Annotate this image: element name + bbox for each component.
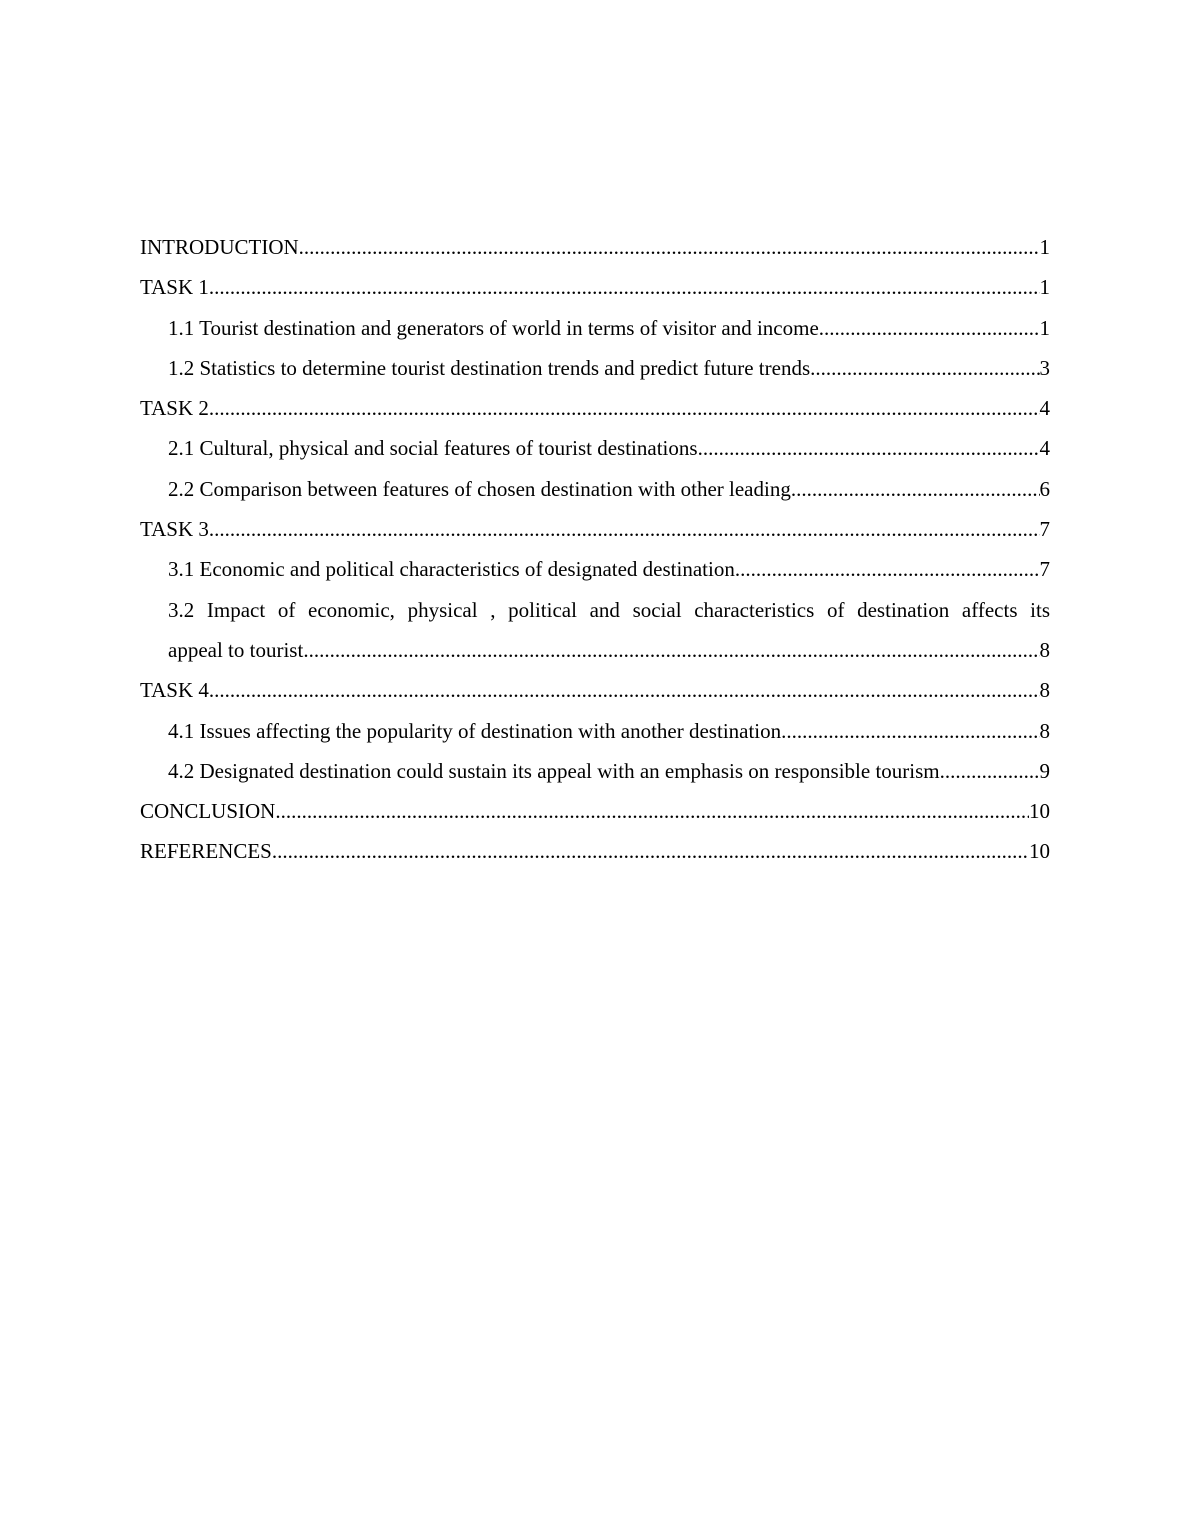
toc-entry-1-1[interactable] [140, 308, 1050, 348]
toc-entry-page: 1 [1039, 275, 1050, 300]
toc-entry-page: 10 [1029, 799, 1050, 824]
toc-dot-leader [810, 348, 1039, 388]
toc-entry-2-1[interactable] [140, 428, 1050, 468]
toc-entry-title: CONCLUSION [140, 799, 276, 824]
toc-entry-title: 1.2 Statistics to determine tourist destination trends and predict future trends [168, 355, 811, 380]
toc-dot-leader [735, 549, 1040, 589]
toc-entry-page: 4 [1039, 436, 1050, 461]
toc-dot-leader [209, 509, 1040, 549]
toc-entry-4-1[interactable] [140, 711, 1050, 751]
toc-entry-title: TASK 4 [140, 678, 209, 703]
toc-entry-task-3[interactable] [140, 509, 1050, 549]
toc-entry-title: REFERENCES [140, 839, 272, 864]
toc-entry-page: 7 [1039, 557, 1050, 582]
toc-entry-task-2[interactable] [140, 388, 1050, 428]
toc-entry-title-line-2-row [168, 630, 1050, 670]
toc-dot-leader [698, 428, 1040, 468]
toc-entry-title: TASK 2 [140, 396, 209, 421]
toc-entry-title-line-1: 3.2 Impact of economic, physical , political and social characteristics of destination affects its [168, 597, 1050, 622]
toc-entry-page: 7 [1039, 517, 1050, 542]
toc-entry-2-2[interactable] [140, 469, 1050, 509]
toc-entry-1-2[interactable] [140, 348, 1050, 388]
toc-dot-leader [272, 831, 1029, 871]
toc-entry-introduction[interactable] [140, 227, 1050, 267]
toc-entry-title: INTRODUCTION [140, 235, 299, 259]
toc-dot-leader [791, 469, 1040, 509]
toc-entry-title: 2.2 Comparison between features of chosen destination with other leading [168, 476, 791, 501]
toc-entry-title: 3.1 Economic and political characteristics of designated destination [168, 557, 735, 582]
toc-entry-page: 10 [1029, 839, 1050, 864]
toc-entry-page: 9 [1039, 758, 1050, 783]
toc-dot-leader [940, 751, 1040, 791]
toc-entry-task-1[interactable] [140, 267, 1050, 307]
toc-dot-leader [275, 791, 1029, 831]
toc-entry-page: 1 [1039, 235, 1050, 259]
toc-entry-title: 1.1 Tourist destination and generators of world in terms of visitor and income [168, 315, 819, 340]
toc-dot-leader [303, 630, 1039, 670]
toc-entry-title-line-2: appeal to tourist [168, 637, 304, 662]
toc-entry-page: 4 [1039, 396, 1050, 421]
toc-entry-page: 8 [1039, 678, 1050, 703]
toc-dot-leader [299, 227, 1040, 267]
toc-entry-page: 8 [1039, 718, 1050, 743]
toc-entry-page: 3 [1039, 355, 1050, 380]
toc-entry-title: TASK 1 [140, 275, 209, 300]
toc-dot-leader [819, 308, 1040, 348]
toc-entry-page: 8 [1039, 637, 1050, 662]
toc-entry-3-2[interactable] [140, 590, 1050, 671]
toc-dot-leader [209, 670, 1040, 710]
toc-dot-leader [209, 388, 1040, 428]
toc-entry-page: 6 [1039, 476, 1050, 501]
toc-entry-conclusion[interactable] [140, 791, 1050, 831]
toc-entry-3-1[interactable] [140, 549, 1050, 589]
toc-dot-leader [209, 267, 1040, 307]
toc-entry-4-2[interactable] [140, 751, 1050, 791]
toc-entry-title: 2.1 Cultural, physical and social features of tourist destinations [168, 436, 698, 461]
toc-entry-page: 1 [1039, 315, 1050, 340]
toc-entry-references[interactable] [140, 831, 1050, 871]
table-of-contents [140, 227, 1050, 872]
toc-dot-leader [781, 711, 1039, 751]
toc-entry-title: 4.1 Issues affecting the popularity of destination with another destination [168, 718, 782, 743]
toc-entry-task-4[interactable] [140, 670, 1050, 710]
toc-entry-title: TASK 3 [140, 517, 209, 542]
toc-entry-title: 4.2 Designated destination could sustain its appeal with an emphasis on responsible tourism [168, 758, 940, 783]
